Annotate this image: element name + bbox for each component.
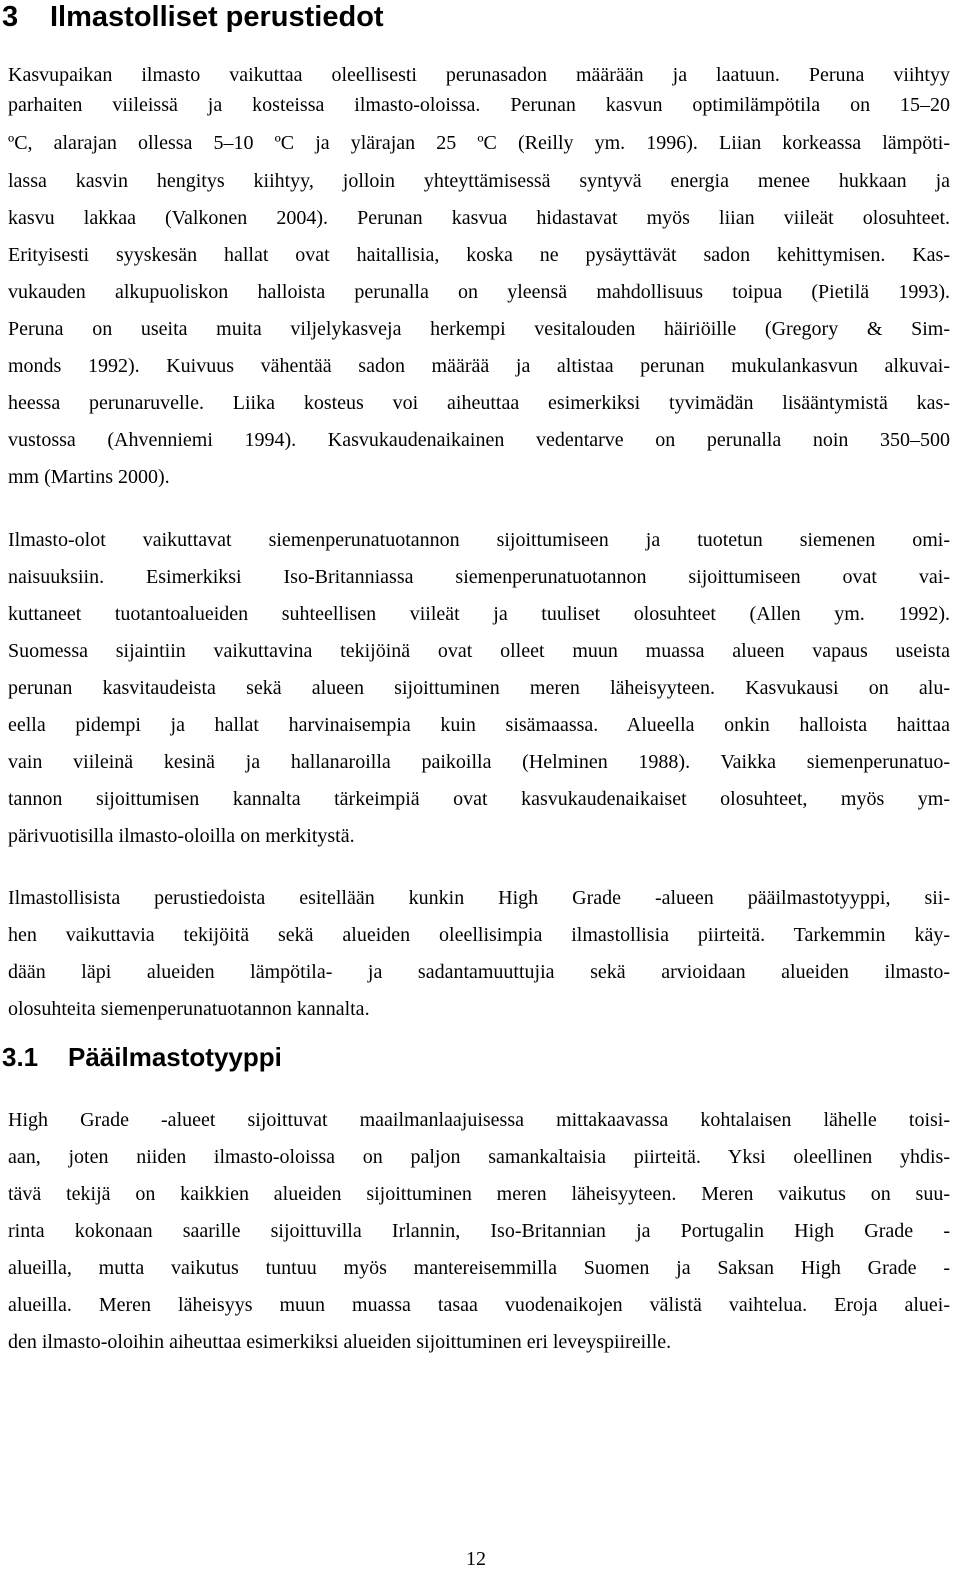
section-title: Ilmastolliset perustiedot bbox=[50, 1, 384, 33]
paragraph-line: alueilla, mutta vaikutus tuntuu myös mantereisemmilla Suomen ja Saksan High Grade - bbox=[8, 1257, 950, 1279]
paragraph-line: monds 1992). Kuivuus vähentää sadon määrää ja altistaa perunan mukulankasvun alkuvai- bbox=[8, 355, 950, 377]
paragraph-line: kuttaneet tuotantoalueiden suhteellisen viileät ja tuuliset olosuhteet (Allen ym. 1992). bbox=[8, 603, 950, 625]
section-heading bbox=[2, 0, 384, 34]
paragraph-line: rinta kokonaan saarille sijoittuvilla Irlannin, Iso-Britannian ja Portugalin High Grade - bbox=[8, 1220, 950, 1242]
paragraph-line: tävä tekijä on kaikkien alueiden sijoittuminen meren läheisyyteen. Meren vaikutus on suu- bbox=[8, 1183, 950, 1205]
paragraph-line: mm (Martins 2000). bbox=[8, 466, 170, 488]
paragraph-line: vustossa (Ahvenniemi 1994). Kasvukaudenaikainen vedentarve on perunalla noin 350–500 bbox=[8, 429, 950, 451]
paragraph-line: olosuhteita siemenperunatuotannon kannalta. bbox=[8, 998, 370, 1020]
paragraph-line: eella pidempi ja hallat harvinaisempia kuin sisämaassa. Alueella onkin halloista haittaa bbox=[8, 714, 950, 736]
paragraph-line: hen vaikuttavia tekijöitä sekä alueiden oleellisimpia ilmastollisia piirteitä. Tarkemmin käy- bbox=[8, 924, 950, 946]
paragraph-line: Ilmasto-olot vaikuttavat siemenperunatuotannon sijoittumiseen ja tuotetun siemenen omi- bbox=[8, 529, 950, 551]
paragraph-line: den ilmasto-oloihin aiheuttaa esimerkiksi alueiden sijoittuminen eri leveyspiireille. bbox=[8, 1331, 672, 1353]
page-number: 12 bbox=[466, 1548, 486, 1570]
paragraph-line: Peruna on useita muita viljelykasveja herkempi vesitalouden häiriöille (Gregory & Sim- bbox=[8, 318, 950, 340]
paragraph-line: aan, joten niiden ilmasto-oloissa on paljon samankaltaisia piirteitä. Yksi oleellinen yhdis- bbox=[8, 1146, 950, 1168]
subsection-number: 3.1 bbox=[2, 1042, 39, 1072]
paragraph-line: Ilmastollisista perustiedoista esitellään kunkin High Grade -alueen pääilmastotyyppi, sii- bbox=[8, 887, 950, 909]
paragraph-line: parhaiten viileissä ja kosteissa ilmasto-oloissa. Perunan kasvun optimilämpötila on 15–20 bbox=[8, 94, 950, 116]
paragraph-line: heessa perunaruvelle. Liika kosteus voi aiheuttaa esimerkiksi tyvimädän lisääntymistä kas- bbox=[8, 392, 950, 414]
subsection-title: Pääilmastotyyppi bbox=[68, 1042, 282, 1072]
paragraph-line: tannon sijoittumisen kannalta tärkeimpiä ovat kasvukaudenaikaiset olosuhteet, myös ym- bbox=[8, 788, 950, 810]
paragraph-line: alueilla. Meren läheisyys muun muassa tasaa vuodenaikojen välistä vaihtelua. Eroja aluei- bbox=[8, 1294, 950, 1316]
paragraph-line: pärivuotisilla ilmasto-oloilla on merkitystä. bbox=[8, 825, 355, 847]
paragraph-line: perunan kasvitaudeista sekä alueen sijoittuminen meren läheisyyteen. Kasvukausi on alu- bbox=[8, 677, 950, 699]
paragraph-line: lassa kasvin hengitys kiihtyy, jolloin yhteyttämisessä syntyvä energia menee hukkaan ja bbox=[8, 170, 950, 192]
paragraph-line: vukauden alkupuoliskon halloista perunalla on yleensä mahdollisuus toipua (Pietilä 1993). bbox=[8, 281, 950, 303]
paragraph-line: ºC, alarajan ollessa 5–10 ºC ja ylärajan 25 ºC (Reilly ym. 1996). Liian korkeassa lämpöti- bbox=[8, 132, 950, 154]
paragraph-line: Erityisesti syyskesän hallat ovat haitallisia, koska ne pysäyttävät sadon kehittymisen. Kas- bbox=[8, 244, 950, 266]
paragraph-line: Suomessa sijaintiin vaikuttavina tekijöinä ovat olleet muun muassa alueen vapaus useista bbox=[8, 640, 950, 662]
paragraph-line: High Grade -alueet sijoittuvat maailmanlaajuisessa mittakaavassa kohtalaisen lähelle toisi- bbox=[8, 1109, 950, 1131]
paragraph-line: dään läpi alueiden lämpötila- ja sadantamuuttujia sekä arvioidaan alueiden ilmasto- bbox=[8, 961, 950, 983]
paragraph-line: kasvu lakkaa (Valkonen 2004). Perunan kasvua hidastavat myös liian viileät olosuhteet. bbox=[8, 207, 950, 229]
paragraph-line: vain viileinä kesinä ja hallanaroilla paikoilla (Helminen 1988). Vaikka siemenperunatuo- bbox=[8, 751, 950, 773]
paragraph-line: Kasvupaikan ilmasto vaikuttaa oleellisesti perunasadon määrään ja laatuun. Peruna viihtyy bbox=[8, 64, 950, 86]
subsection-heading bbox=[2, 1040, 282, 1074]
paragraph-line: naisuuksiin. Esimerkiksi Iso-Britanniassa siemenperunatuotannon sijoittumiseen ovat vai- bbox=[8, 566, 950, 588]
section-number: 3 bbox=[2, 1, 19, 33]
